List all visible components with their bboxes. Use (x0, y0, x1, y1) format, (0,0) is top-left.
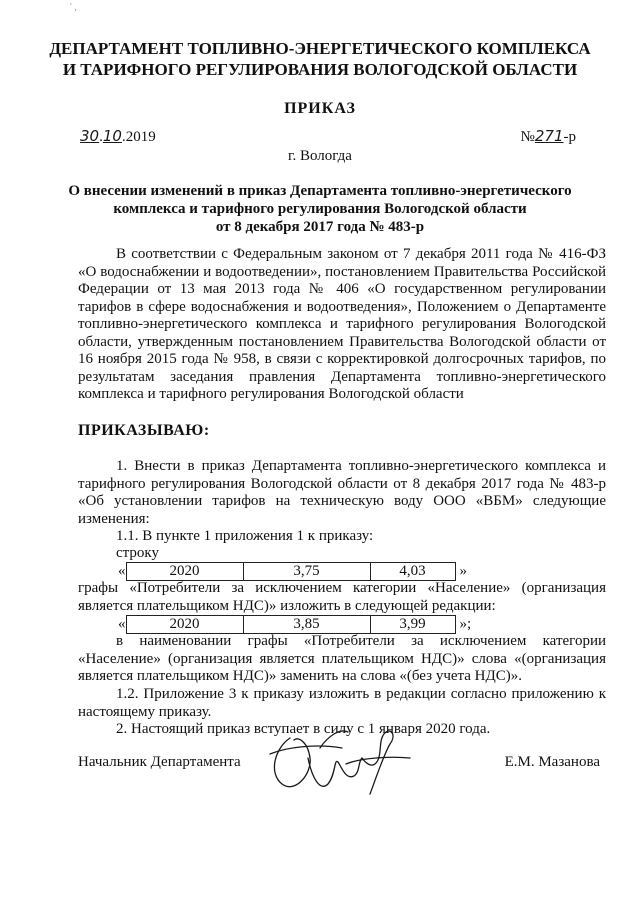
item-2: 2. Настоящий приказ вступает в силу с 1 января 2020 года. (116, 721, 491, 737)
row-new-year: 2020 (126, 615, 244, 634)
document-type-title: ПРИКАЗ (284, 100, 356, 117)
subject-line-2: комплекса и тарифного регулирования Вологодской области (113, 201, 527, 217)
header-line-1: ДЕПАРТАМЕНТ ТОПЛИВНО-ЭНЕРГЕТИЧЕСКОГО КОМПЛЕКСА (49, 39, 591, 58)
number-value: 271 (534, 127, 564, 145)
signatory-name: Е.М. Мазанова (504, 754, 600, 770)
row-new-value-1: 3,85 (244, 615, 371, 634)
order-subject (0, 182, 640, 236)
graph-paragraph: графы «Потребители за исключением категории «Население» (организация является плательщиком НДС)» изложить в следующей редакции: (78, 580, 606, 614)
row-old-open-quote: « (118, 562, 126, 579)
subject-line-1: О внесении изменений в приказ Департамента топливно-энергетического (68, 183, 572, 199)
subject-line-3: от 8 декабря 2017 года № 483-р (215, 219, 425, 235)
date-separator: . (99, 129, 103, 145)
header-line-2: И ТАРИФНОГО РЕГУЛИРОВАНИЯ ВОЛОГОДСКОЙ ОБЛАСТИ (62, 60, 578, 79)
signature-stroke (362, 731, 393, 794)
date-year: .2019 (121, 129, 156, 145)
item-1-2: 1.2. Приложение 3 к приказу изложить в редакции согласно приложению к настоящему приказу. (78, 686, 606, 720)
table-row-old (118, 562, 467, 581)
stroku-label: строку (116, 545, 159, 561)
row-new-close-quote: »; (459, 615, 472, 632)
row-old-close-quote: » (459, 562, 467, 579)
number-suffix: -р (563, 129, 576, 145)
signatory-position: Начальник Департамента (78, 754, 241, 770)
row-old-value-1: 3,75 (244, 562, 371, 581)
row-old-value-2: 4,03 (371, 562, 456, 581)
date-month: 10 (102, 127, 122, 145)
table-row-new (118, 615, 471, 634)
item-1-1: 1.1. В пункте 1 приложения 1 к приказу: (116, 528, 374, 544)
signature-stroke (308, 758, 362, 786)
scan-corner-mark: ' , (70, 2, 77, 13)
row-old-year: 2020 (126, 562, 244, 581)
preamble-paragraph: В соответствии с Федеральным законом от 7 декабря 2011 года № 416-ФЗ «О водоснабжении и водоотведении», постановлением Правительства Российской Федерации от 13 мая 2013 года № 406 «О государственном регулировании тарифов в сфере водоснабжения и водоотведения», Положением о Департаменте топливно-энергетического комплекса и тарифного регулирования Вологодской области, утвержденным постановлением Правительства Вологодской области от 16 ноября 2015 года № 958, в связи с корректировкой долгосрочных тарифов, по результатам заседания правления Департамента топливно-энергетического комплекса и тарифного регулирования Вологодской области (78, 246, 606, 402)
handwritten-signature (250, 718, 420, 800)
signature-stroke (274, 738, 310, 787)
date-day: 30 (80, 127, 100, 145)
decree-word: ПРИКАЗЫВАЮ: (78, 422, 210, 439)
order-number (521, 127, 576, 146)
number-prefix: № (520, 129, 535, 145)
row-new-value-2: 3,99 (371, 615, 456, 634)
row-new-open-quote: « (118, 615, 126, 632)
order-date (80, 127, 156, 146)
naming-paragraph: в наименовании графы «Потребители за исключением категории «Население» (организация является плательщиком НДС)» слова «(организация является плательщиком НДС)» заменить на слова «(без учета НДС)». (78, 633, 606, 684)
department-header (0, 38, 640, 80)
city: г. Вологда (288, 148, 352, 164)
item-1: 1. Внести в приказ Департамента топливно-энергетического комплекса и тарифного регулирования Вологодской области от 8 декабря 2017 года № 483-р «Об установлении тарифов на техническую воду ООО «ВБМ» следующие изменения: (78, 458, 606, 527)
